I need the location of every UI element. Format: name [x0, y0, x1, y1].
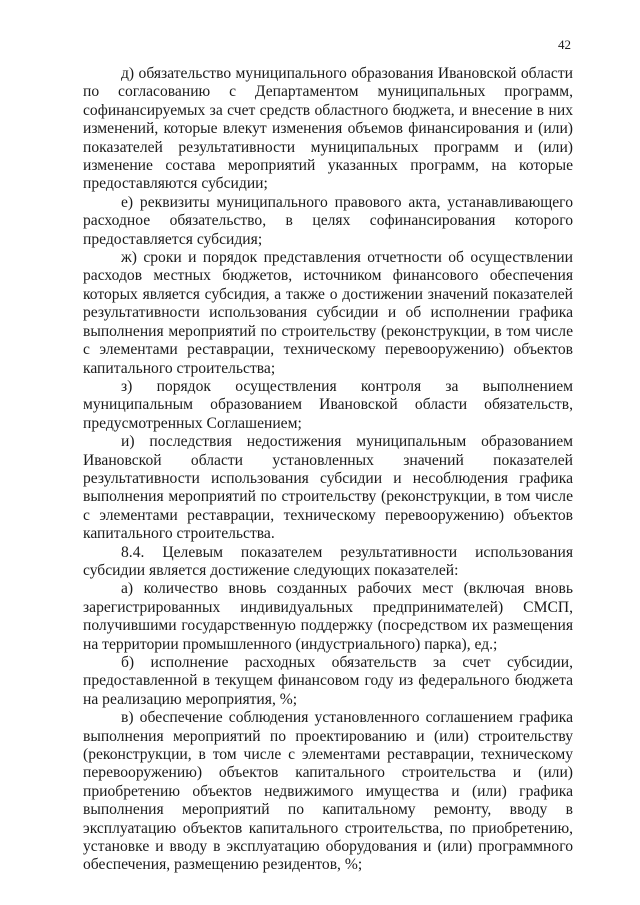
paragraph-a: а) количество вновь созданных рабочих мест (включая вновь зарегистрированных индивидуальных предпринимателей) СМСП, получившими государственную поддержку (посредством их размещения на территории промышленного (индустриального) парка), ед.; [83, 580, 573, 653]
paragraph-z: з) порядок осуществления контроля за выполнением муниципальным образованием Ивановской области обязательств, предусмотренных Соглашением; [83, 377, 573, 432]
document-body [83, 65, 573, 875]
paragraph-e: е) реквизиты муниципального правового акта, устанавливающего расходное обязательство, в целях софинансирования которого предоставляется субсидия; [83, 193, 573, 248]
paragraph-v: в) обеспечение соблюдения установленного соглашением графика выполнения мероприятий по проектированию и (или) строительству (реконструкции, в том числе с элементами реставрации, техническому перевооружению) объектов капитального строительства и (или) приобретению объектов недвижимого имущества и (или) графика выполнения мероприятий по капитальному ремонту, вводу в эксплуатацию объектов капитального строительства, по приобретению, установке и вводу в эксплуатацию оборудования и (или) программного обеспечения, размещению резидентов, %; [83, 709, 573, 874]
page-number: 42 [558, 37, 571, 52]
paragraph-b: б) исполнение расходных обязательств за счет субсидии, предоставленной в текущем финансовом году из федерального бюджета на реализацию мероприятия, %; [83, 654, 573, 708]
paragraph-8-4: 8.4. Целевым показателем результативности использования субсидии является достижение следующих показателей: [83, 543, 573, 579]
paragraph-d: д) обязательство муниципального образования Ивановской области по согласованию с Департаментом муниципальных программ, софинансируемых за счет средств областного бюджета, и внесение в них изменений, которые влекут изменения объемов финансирования и (или) показателей результативности муниципальных программ и (или) изменение состава мероприятий указанных программ, на которые предоставляются субсидии; [83, 65, 573, 193]
paragraph-i: и) последствия недостижения муниципальным образованием Ивановской области установленных значений показателей результативности использования субсидии и несоблюдения графика выполнения мероприятий по строительству (реконструкции, в том числе с элементами реставрации, техническому перевооружению) объектов капитального строительства. [83, 433, 573, 543]
paragraph-zh: ж) сроки и порядок представления отчетности об осуществлении расходов местных бюджетов, источником финансового обеспечения которых является субсидия, а также о достижении значений показателей результативности использования субсидии и об исполнении графика выполнения мероприятий по строительству (реконструкции, в том числе с элементами реставрации, техническому перевооружению) объектов капитального строительства; [83, 249, 573, 377]
